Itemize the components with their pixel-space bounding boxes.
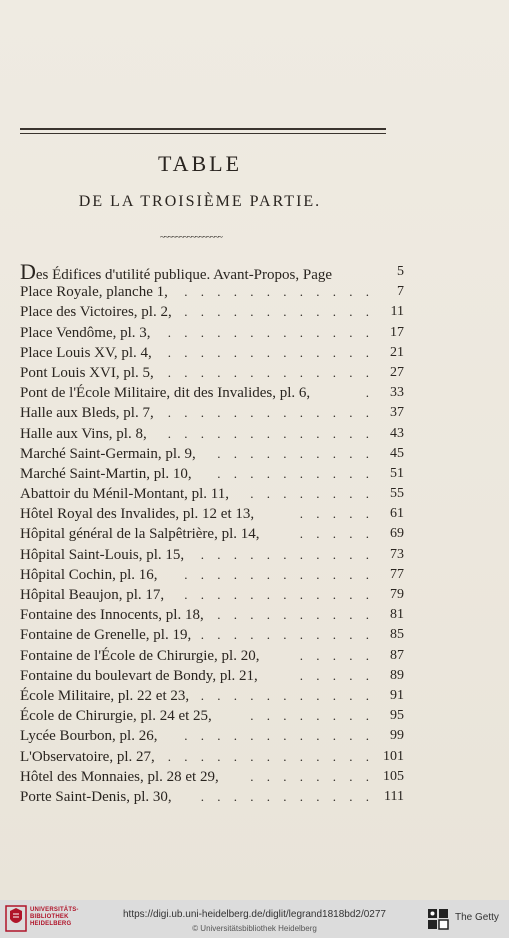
toc-leader-dots: . . . . . . . . . . . . .	[167, 748, 374, 764]
toc-entry	[20, 625, 404, 645]
toc-page-number: 51	[390, 465, 404, 481]
top-rule-thin	[20, 133, 386, 134]
toc-entry	[20, 504, 404, 524]
toc-leader-dots: . . . . .	[299, 506, 374, 522]
toc-leader-dots: . . . . . . . .	[250, 768, 374, 784]
toc-entry-label: Fontaine de Grenelle, pl. 19,	[20, 627, 192, 644]
toc-page-number: 69	[390, 526, 404, 542]
toc-entry	[20, 605, 404, 625]
page-title: TABLE	[157, 151, 243, 176]
toc-page-number: 5	[397, 264, 404, 279]
toc-page-number: 77	[390, 566, 404, 582]
toc-entry-label: Fontaine des Innocents, pl. 18,	[20, 607, 204, 624]
top-rule-thick	[20, 128, 386, 130]
toc-leader-dots: . . . . . . . . . . .	[200, 687, 374, 703]
toc-page-number: 17	[390, 324, 404, 340]
toc-entry	[20, 403, 404, 423]
toc-leader-dots: . . . . . . . . . . . . .	[167, 364, 374, 380]
toc-entry	[20, 646, 404, 666]
toc-entry-label: Hôpital Cochin, pl. 16,	[20, 566, 158, 583]
toc-entry-label: Fontaine du boulevart de Bondy, pl. 21,	[20, 667, 258, 684]
toc-page-number: 111	[384, 788, 404, 804]
toc-entry	[20, 585, 404, 605]
page-subtitle: DE LA TROISIÈME PARTIE.	[78, 193, 322, 210]
uni-name-line-1: UNIVERSITÄTS-	[30, 907, 79, 913]
toc-entry	[20, 484, 404, 504]
toc-page-number: 27	[390, 364, 404, 380]
toc-page-number: 43	[390, 425, 404, 441]
toc-entry	[20, 767, 404, 787]
toc-page-number: 99	[390, 728, 404, 744]
uni-name-line-3: HEIDELBERG	[30, 921, 72, 927]
toc-page-number: 61	[390, 506, 404, 522]
toc-page-number: 95	[390, 708, 404, 724]
table-of-contents	[20, 259, 404, 807]
toc-entry	[20, 424, 404, 444]
toc-entry-label: Place des Victoires, pl. 2,	[20, 304, 172, 321]
toc-entry	[20, 565, 404, 585]
toc-entry	[20, 383, 404, 403]
toc-page-number: 105	[383, 768, 404, 784]
toc-entry	[20, 787, 404, 807]
toc-leader-dots: . . . . . . . . . . . .	[184, 587, 374, 602]
toc-entry	[20, 524, 404, 544]
toc-leader-dots: . . . . . . . . . . . .	[184, 304, 374, 320]
toc-entry-label: Lycée Bourbon, pl. 26,	[20, 728, 158, 745]
ornament-divider: ~~~~~~~~~~~~~~~~	[160, 233, 222, 241]
toc-leader-dots: . . . . . . . . . .	[217, 445, 374, 461]
toc-entry-label: Pont de l'École Militaire, dit des Invalides, pl. 6,	[20, 385, 311, 402]
toc-entry	[20, 666, 404, 686]
toc-entry-label: Fontaine de l'École de Chirurgie, pl. 20,	[20, 647, 260, 664]
toc-entry-label: Hôpital Saint-Louis, pl. 15,	[20, 546, 185, 563]
toc-leader-dots: . . . . . . . . . .	[217, 465, 374, 481]
toc-leader-dots: . . . . . . . . . . . .	[184, 728, 374, 744]
toc-leader-dots: . . . . . . . . . . . .	[184, 566, 374, 582]
toc-page-number: 45	[390, 445, 404, 461]
toc-entry	[20, 343, 404, 363]
toc-entry-label: Hôpital général de la Salpêtrière, pl. 14,	[20, 526, 260, 543]
toc-entry	[20, 706, 404, 726]
toc-page-number: 87	[390, 647, 404, 663]
toc-entry-label: École de Chirurgie, pl. 24 et 25,	[20, 708, 212, 725]
toc-entry	[20, 323, 404, 343]
toc-entry-label: École Militaire, pl. 22 et 23,	[20, 687, 190, 704]
toc-leader-dots: . . . . .	[299, 526, 374, 542]
toc-entry-label: Pont Louis XVI, pl. 5,	[20, 364, 154, 381]
toc-page-number: 11	[390, 304, 404, 320]
uni-name-line-2: BIBLIOTHEK	[30, 914, 69, 920]
copyright-notice: © Universitätsbibliothek Heidelberg	[192, 924, 317, 933]
toc-entry-label: Marché Saint-Martin, pl. 10,	[20, 465, 192, 482]
getty-label[interactable]: The Getty	[455, 912, 499, 923]
toc-page-number: 7	[397, 284, 404, 300]
toc-leader-dots: . . . . . . . . . . .	[200, 627, 374, 643]
toc-leader-dots: . . . . . . . . . . .	[200, 788, 374, 804]
toc-leader-dots: . . . . .	[299, 667, 374, 683]
toc-leader-dots: . . . . . . . . . . .	[200, 546, 374, 562]
toc-page-number: 89	[390, 667, 404, 683]
toc-entry-label: Abattoir du Ménil-Montant, pl. 11,	[20, 486, 230, 503]
toc-leader-dots: . . . . . . . . . . . .	[184, 284, 374, 300]
toc-page-number: 91	[390, 687, 404, 703]
viewer-footer	[0, 900, 509, 938]
toc-page-number: 37	[390, 405, 404, 421]
toc-entry-label: Place Louis XV, pl. 4,	[20, 344, 152, 361]
toc-entry	[20, 686, 404, 706]
toc-entry-label: Hôtel des Monnaies, pl. 28 et 29,	[20, 768, 219, 785]
toc-leader-dots: . . . . . . . . . . . . .	[167, 344, 374, 360]
toc-page-number: 81	[390, 607, 404, 623]
toc-entry-label: Des Édifices d'utilité publique. Avant-Propos, Page	[20, 259, 333, 284]
toc-entry	[20, 282, 404, 302]
toc-page-number: 85	[390, 627, 404, 643]
toc-leader-dots: . . . . . . . . . . . . .	[167, 425, 374, 441]
toc-leader-dots: . . . . . . . .	[250, 486, 374, 502]
toc-entry-label: Hôpital Beaujon, pl. 17,	[20, 587, 165, 603]
toc-entry-label: Halle aux Vins, pl. 8,	[20, 425, 147, 442]
toc-entry-label: L'Observatoire, pl. 27,	[20, 748, 155, 765]
toc-leader-dots: . . . . .	[299, 647, 374, 663]
toc-leader-dots: . . . . . . . .	[250, 708, 374, 724]
toc-entry-label: Marché Saint-Germain, pl. 9,	[20, 445, 196, 462]
toc-entry	[20, 464, 404, 484]
toc-entry	[20, 302, 404, 322]
toc-entry-label: Hôtel Royal des Invalides, pl. 12 et 13,	[20, 506, 255, 523]
toc-page-number: 33	[390, 385, 404, 401]
toc-entry-label: Place Vendôme, pl. 3,	[20, 324, 151, 341]
toc-leader-dots: . . . . . . . . . .	[217, 607, 374, 623]
toc-page-number: 21	[390, 344, 404, 360]
toc-leader-dots: .	[365, 385, 374, 401]
toc-entry	[20, 726, 404, 746]
toc-entry-label: Halle aux Bleds, pl. 7,	[20, 405, 154, 422]
toc-page-number: 101	[383, 748, 404, 764]
toc-entry	[20, 444, 404, 464]
toc-entry	[20, 363, 404, 383]
toc-entry	[20, 545, 404, 565]
toc-entry-label: Place Royale, planche 1,	[20, 284, 168, 301]
permalink-url[interactable]: https://digi.ub.uni-heidelberg.de/diglit/legrand1818bd2/0277	[123, 909, 386, 920]
toc-page-number: 55	[390, 486, 404, 502]
toc-leader-dots: . . . . . . . . . . . . .	[167, 324, 374, 340]
toc-page-number: 79	[390, 587, 404, 602]
getty-logo-icon[interactable]	[427, 908, 449, 930]
toc-entry-label: Porte Saint-Denis, pl. 30,	[20, 788, 172, 805]
toc-entry	[20, 747, 404, 767]
toc-leader-dots: . . . . . . . . . . . . .	[167, 405, 374, 421]
toc-entry	[20, 259, 404, 284]
toc-page-number: 73	[390, 546, 404, 562]
